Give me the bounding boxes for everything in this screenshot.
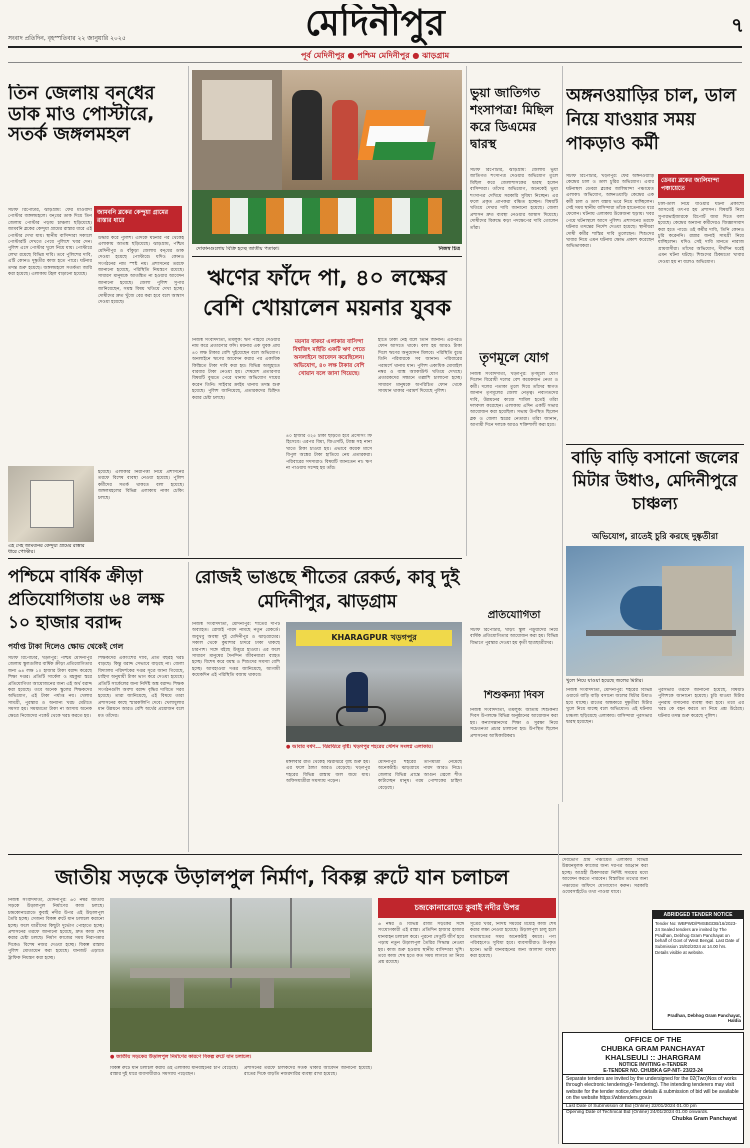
article-text-4: বিকল্প রুটে যান চলাচল করায় ওই এলাকায় যানবাহনের চাপ বেড়েছে। রাস্তার দুই ধারে ব্যবসায়ীরাও সমস্যায় পড়েছেন। <box>110 1066 238 1078</box>
column-divider <box>466 66 467 556</box>
column-divider <box>562 66 563 802</box>
notice-date-1: Last Date of Submission of Bid (Online) 22/01/2024 01.00 pm <box>563 1103 743 1109</box>
article-text-4: নিজস্ব সংবাদদাতা, তমলুক: জাতীয় শিশুকন্যা দিবস উপলক্ষে বিভিন্ন অনুষ্ঠানের আয়োজন করা হয়। কন্যাসন্তানদের শিক্ষা ও সুরক্ষা নিয়ে সচেতনতা প্রচার চালানো হয়। উপস্থিত ছিলেন প্রশাসনের আধিকারিকরা। <box>470 708 558 739</box>
article-text-3: সটাফ রিপোর্টার, খাঁড়া: স্কুল পড়ুয়াদের নিয়ে বার্ষিক প্রতিযোগিতার আয়োজন করা হয়। বিভিন্ন বিভাগে পুরস্কার দেওয়া হয় কৃতী ছাত্রছাত্রীদের। <box>470 628 558 646</box>
article-text: নিজস্ব সংবাদদাতা, মেদিনীপুর: ৬০ নম্বর জাতীয় সড়কে উড়ালপুল নির্মাণের কাজ চলছে। চন্দ্রকোনারোডে কুবাই নদীর উপর এই উড়ালপুল তৈরি হচ্ছে। সেজন্য বিকল্প রুটে যান চলাচল করানো হচ্ছে। ফলে যাত্রীদের কিছুটা দুর্ভোগ পোহাতে হচ্ছে। প্রশাসনের তরফে জানানো হয়েছে, দ্রুত কাজ শেষ করার চেষ্টা চলছে। নির্মাণ কাজের সময় নিরাপত্তার দিকেও বিশেষ নজর দেওয়া হচ্ছে। বিকল্প রাস্তায় পুলিশ মোতায়েন করা হয়েছে। যানজট এড়াতে ট্রাফিক নিয়ন্ত্রণ করা হচ্ছে। <box>8 898 104 961</box>
sub-headline-3: শিশুকন্যা দিবস <box>484 690 544 701</box>
article-water-meter <box>566 522 744 802</box>
kharagpur-rain-photo <box>286 622 462 742</box>
notice-line-5: E-TENDER NO. CHUBKA GP-NIT- 23/23-24 <box>563 1068 743 1075</box>
headline: ভুয়া জাতিগত শংসাপত্র! মিছিল করে ডিএমের দ্বারস্থ <box>470 85 554 151</box>
article-text-3: হয়েছে। এলাকার নিরাপত্তা নিয়ে প্রশাসনের তরফে বিশেষ ব্যবস্থা নেওয়া হয়েছে। পুলিশ কর্মীদের সতর্ক থাকতে বলা হয়েছে। জঙ্গলমহলের বিভিন্ন এলাকায় নাকা চেকিং চলছে। <box>98 470 184 501</box>
headline-2: বাড়ি বাড়ি বসানো জলের মিটার উধাও, মেদিনীপুরে চাঞ্চল্য <box>571 448 739 513</box>
photo-caption: খুলে নিয়ে যাওয়া হয়েছে জলের মিটার। <box>566 678 644 684</box>
photo-caption: এই সেই জামবনির কেন্দুয়া গ্রামের রাস্তার ধারে পোস্টার। <box>8 544 85 555</box>
divider <box>192 256 462 257</box>
article-text-2: চাল-ডাল নিয়ে যাওয়ার ঘটনা প্রকাশ্যে আসতেই তৎপর হয় প্রশাসন। বিষয়টি নিয়ে সুপারভাইজারকে রিপোর্ট জমা দিতে বলা হয়েছে। কেন্দ্রের অন্যান্য কর্মীদেরও জিজ্ঞাসাবাদ করা হতে পারে। ওই কর্মীর দাবি, তিনি কোনও চুরি করেননি। রান্নার জন্যই সামগ্রী নিয়ে যাচ্ছিলেন। যদিও সেই দাবি মানতে নারাজ গ্রামবাসীরা। তাঁদের অভিযোগ, দীর্ঘদিন ধরেই এমন ঘটনা ঘটছে। শিশুদের ঠিকমতো খাবার দেওয়া হয় না বলেও অভিযোগ। <box>658 202 744 265</box>
photo-caption: দোকানগুলোয় বিক্রি হচ্ছে জাতীয় পতাকা। <box>196 246 280 252</box>
station-sign: KHARAGPUR খড়গপুর <box>296 630 452 646</box>
location-box <box>658 174 744 198</box>
flag-shop-photo <box>192 70 462 244</box>
location-box-text: চন্দ্রকোনারোডে কুবাই নদীর উপর <box>414 903 520 912</box>
poster-photo <box>8 466 94 542</box>
photo-credit: নিজস্ব চিত্র <box>438 246 460 252</box>
sub-headline: পর্যাপ্ত টাকা দিলেও ক্ষোভ থেকেই গেল <box>8 642 124 651</box>
water-meter-photo <box>566 546 744 676</box>
article-flyover <box>8 858 556 1140</box>
article-text-2: শিক্ষকদের একাংশের দাবি, প্রতি বছরই খরচ বাড়ছে। কিন্তু বরাদ্দ সেভাবে বাড়ছে না। জেলা বিদ্যালয় পরিদর্শকের দপ্তর সূত্রে জানা গিয়েছে, চাহিদা অনুযায়ী টাকা ভাগ করে দেওয়া হয়েছে। প্রতিটি সার্কেলের জন্য নির্দিষ্ট অঙ্ক বরাদ্দ। শিক্ষক সংগঠনগুলি অবশ্য বরাদ্দ বৃদ্ধির দাবিতে সরব হয়েছে। তারা জানিয়েছে, এই বিষয়ে তারা প্রশাসনের কাছে স্মারকলিপি দেবে। খেলাধুলার মান উন্নয়নে আরও বেশি অর্থের প্রয়োজন বলে মত তাঁদের। <box>98 656 184 719</box>
divider <box>8 854 742 855</box>
article-text: সটাফ রিপোর্টার, ঝাড়গ্রাম: ফের মাওবাদী পোস্টার জঙ্গলমহলে। বন্‌ধের ডাক দিয়ে তিন জেলায় পোস্টার পড়ায় চাঞ্চল্য ছড়িয়েছে। জামবনি ব্লকের কেন্দুয়া গ্রামের রাস্তার ধারে এই পোস্টার দেখা যায়। স্থানীয় বাসিন্দারা সকালে পোস্টারটি দেখতে পেয়ে পুলিশে খবর দেন। পুলিশ এসে পোস্টার খুলে নিয়ে যায়। পোস্টারে লেখা রয়েছে বিভিন্ন দাবি। তবে পুলিশের দাবি, এটি কোনও দুষ্কৃতীর কাজ হতে পারে। ঘটনার তদন্ত শুরু হয়েছে। জঙ্গলমহলে সতর্কতা জারি করা হয়েছে। এলাকায় টহল বাড়ানো হয়েছে। <box>8 208 92 278</box>
article-anganwadi <box>566 66 744 522</box>
location-box-text: জামবনি ব্লকের কেন্দুয়া গ্রামের রাস্তার ধারে <box>97 209 169 224</box>
article-text: সটাফ রিপোর্টার, খড়্গপুর: পশ্চিম মেদিনীপুর জেলায় স্কুলগুলির বার্ষিক ক্রীড়া প্রতিযোগিতার জন্য ৬৪ লক্ষ ১০ হাজার টাকা বরাদ্দ করেছে শিক্ষা দপ্তর। প্রতিটি সার্কেল ও মহকুমা স্তরে প্রতিযোগিতা আয়োজনের জন্য এই অর্থ বরাদ্দ করা হয়েছে। তবে অনেক স্কুলের শিক্ষকদের অভিযোগ, এই টাকা পর্যাপ্ত নয়। খেলার সামগ্রী, পুরস্কার ও অন্যান্য খরচ মেটাতে সমস্যা হয়। সময়মতো টাকা না আসায় অনেক ক্ষেত্রে নিজেদের পকেট থেকে খরচ করতে হয়। <box>8 656 92 719</box>
pull-quote-text: ময়নার বাকচা এলাকার বাসিন্দা বিশ্বজিৎ মাইতি একটি ঋণ পেতে অনলাইনে আবেদন করেছিলেন। অভিযোগ, ৪০ লক্ষ টাকার বেশি খোয়ান বলে জানা গিয়েছে। <box>292 339 366 377</box>
divider <box>566 444 744 445</box>
article-text-2: নিজস্ব সংবাদদাতা, খড়্গপুর: তৃণমূলে যোগ দিলেন বিরোধী দলের বেশ কয়েকজন নেতা ও কর্মী। দলের পতাকা তুলে দিয়ে তাঁদের স্বাগত জানান তৃণমূলের জেলা নেতৃত্ব। নবাগতদের দাবি, উন্নয়নের কাজে শামিল হতেই তাঁরা দলবদল করেছেন। এলাকায় এদিন একটি সভার আয়োজন করা হয়েছিল। সভায় উপস্থিত ছিলেন ব্লক ও জেলা স্তরের নেতারা। তাঁরা জানান, আগামী দিনে দলকে আরও শক্তিশালী করা হবে। <box>470 372 558 429</box>
ad-text: দেবভোগ গ্রাম পঞ্চায়েত এলাকায় বিভিন্ন উন্নয়নমূলক কাজের জন্য দরপত্র আহ্বান করা হচ্ছে। আগ্রহী ঠিকাদাররা নির্দিষ্ট সময়ের মধ্যে আবেদন করতে পারবেন। বিস্তারিত তথ্যের জন্য পঞ্চায়েত অফিসে যোগাযোগ করুন। সরকারি ওয়েবসাইটেও তথ্য পাওয়া যাবে। <box>562 858 648 896</box>
article-text-3: হাতে টাকা নেই বলে তিনি জানান। এরপরও ফোন আসতে থাকে। বলা হয় আরও টাকা দিলে ঋণের অনুমোদন মিলবে। পরিস্থিতি বুঝে তিনি পরিবারকে সব জানান। পরিবারের পরামর্শে থানায় যান। পুলিশ একাধিক মোবাইল নম্বর ও ব্যাঙ্ক অ্যাকাউন্ট খতিয়ে দেখছে। প্রতারকদের সন্ধানে তল্লাশি চালানো হচ্ছে। সাধারণ মানুষকে অপরিচিত ফোন থেকে সাবধান থাকার পরামর্শ দিয়েছে পুলিশ। <box>378 338 462 395</box>
notice-text: Separate tenders are invited by the undersigned for the 02(Two)Nos of works through electronic tendering(e-Tendering). The intending tenderers may visit website for the tender notice,other details & submission of bid will be available on the website https://wbtenders.gov.in <box>566 1076 739 1102</box>
article-text-2: পুরসভার তরফে জানানো হয়েছে, বিষয়টি পুলিশকে জানানো হয়েছে। চুরি যাওয়া মিটার পুনরায় বসানোর ব্যবস্থা করা হবে। তবে এর খরচ কে বহন করবে তা নিয়ে প্রশ্ন উঠেছে। ঘটনার তদন্ত শুরু করেছে পুলিশ। <box>658 688 744 719</box>
sub-headline: অভিযোগ, রাতেই চুরি করছে দুষ্কৃতীরা <box>592 532 718 542</box>
headline: পশ্চিমে বার্ষিক ক্রীড়া প্রতিযোগিতায় ৬৪ লক্ষ ১০ হাজার বরাদ্দ <box>8 567 164 633</box>
headline: ঋণের ফাঁদে পা, ৪০ লক্ষের বেশি খোয়ালেন ময়নার যুবক <box>202 266 451 321</box>
sub-headline-2: প্রতিযোগিতা <box>487 610 541 621</box>
article-text-2: ৬ নম্বর ও বিভিন্ন রাজ্য সড়কের সঙ্গে সংযোগকারী এই রাস্তা। প্রতিদিন হাজার হাজার যানবাহন চলাচল করে। পুরনো সেতুটি জীর্ণ হয়ে পড়ায় নতুন উড়ালপুল তৈরির সিদ্ধান্ত নেওয়া হয়। কাজ শুরু হওয়ায় স্থানীয় বাসিন্দারা খুশি। তবে কাজ শেষ হতে কত সময় লাগবে তা নিয়ে প্রশ্ন রয়েছে। <box>378 922 464 966</box>
headline: রোজই ভাঙছে শীতের রেকর্ড, কাবু দুই মেদিনীপুর, ঝাড়গ্রাম <box>194 568 460 612</box>
article-text: নিজস্ব সংবাদদাতা, তমলুক: ঋণ পাইয়ে দেওয়ার নাম করে প্রতারণার ফাঁদ। ময়নার এক যুবক প্রায় ৪০ লক্ষ টাকার বেশি খুইয়েছেন বলে অভিযোগ। অনলাইনে ঋণের আবেদন করার পর একাধিক কিস্তিতে টাকা দাবি করা হয়। বিভিন্ন অজুহাতে বারবার টাকা নেওয়া হয়। শেষমেশ প্রতারণার বিষয়টি বুঝতে পেরে থানায় অভিযোগ দায়ের করেন তিনি। সাইবার ক্রাইম থানায় তদন্ত শুরু হয়েছে। পুলিশ জানিয়েছে, প্রতারকদের চিহ্নিত করার চেষ্টা চলছে। <box>192 338 280 401</box>
notice-debhog <box>652 910 744 1030</box>
location-box <box>94 206 182 232</box>
photo-caption: ● জাতীয় সড়কের উড়ালপুল নির্মাণের কারণে বিকল্প রুটে যান চলাচল। <box>110 1054 252 1060</box>
headline: জাতীয় সড়কে উড়ালপুল নির্মাণ, বিকল্প রুটে যান চলাচল <box>55 865 509 889</box>
notice-line-3: KHALSEULI :: JHARGRAM <box>605 1053 701 1062</box>
headline: অঙ্গনওয়াড়ির চাল, ডাল নিয়ে যাওয়ার সময় পাকড়াও কর্মী <box>566 86 736 154</box>
divider <box>8 558 462 559</box>
article-text-2: ৪০ হাজার ৩২৫ টাকা ছাড়তে হবে প্রসেসিং ফি হিসেবে। এরপর বিমা, জিএসটি, ট্যাক্স সহ নানা খাতে টাকা চাওয়া হয়। এভাবে কয়েক মাসে বিপুল অঙ্কের টাকা হাতিয়ে নেয় প্রতারকরা। পরিবারের সদস্যরাও বিষয়টি জানতেন না। ঋণ না পাওয়ায় সন্দেহ হয় তাঁর। <box>286 434 372 472</box>
notice-line-2: CHUBKA GRAM PANCHAYAT <box>601 1044 705 1053</box>
sub-headline: তৃণমূলে যোগ <box>479 352 549 366</box>
article-text: নিজস্ব সংবাদদাতা, মেদিনীপুর: শহরের বিভিন্ন ওয়ার্ডে বাড়ি বাড়ি বসানো জলের মিটার উধাও হয়ে যাচ্ছে। রাতের অন্ধকারে দুষ্কৃতীরা মিটার খুলে নিয়ে যাচ্ছে বলে অভিযোগ। এই ঘটনায় চাঞ্চল্য ছড়িয়েছে এলাকায়। বাসিন্দারা পুরসভার দ্বারস্থ হয়েছেন। <box>566 688 652 726</box>
location-box-text: ডেবরা ব্লকের জালিমান্দা পঞ্চায়েতে <box>661 177 720 192</box>
masthead-rule-2 <box>8 62 742 63</box>
article-text: সটাফ রিপোর্টার, খড়্গপুর: ফের অঙ্গনওয়াড়ি কেন্দ্রের চাল ও ডাল চুরির অভিযোগ। এবার ঘটনাস্থল ডেবরা ব্লকের জালিমান্দা পঞ্চায়েত এলাকা। অভিযোগ, অঙ্গনওয়াড়ি কেন্দ্রের এক কর্মী চাল ও ডাল বস্তায় ভরে নিয়ে যাচ্ছিলেন। সেই সময় স্থানীয় বাসিন্দারা তাঁকে হাতেনাতে ধরে ফেলেন। ঘটনায় এলাকায় উত্তেজনা ছড়ায়। খবর পেয়ে ঘটনাস্থলে আসে পুলিশ। প্রশাসনের তরফে ঘটনার তদন্তের নির্দেশ দেওয়া হয়েছে। স্থানীয়রা দোষী কর্মীর শাস্তির দাবি তুলেছেন। শিশুদের খাবার নিয়ে এমন ঘটনায় ক্ষোভ প্রকাশ করেছেন অভিভাবকরা। <box>566 174 654 250</box>
notice-chubka <box>562 1032 744 1144</box>
article-text-3: সূত্রের খবর, নির্দিষ্ট সময়ের মধ্যেই কাজ শেষ করার লক্ষ্য নেওয়া হয়েছে। উড়ালপুল চালু হলে যাতায়াতের সময় অনেকটাই কমবে। পণ্য পরিবহণেও সুবিধা হবে। ব্যবসায়ীরাও উপকৃত হবেন। ভারী যানবাহনের জন্য আলাদা ব্যবস্থা করা হয়েছে। <box>470 922 556 960</box>
article-fake-certificate <box>470 66 558 802</box>
notice-date-2: Opening Date of Technical Bid (Online) 24/01/2024 01.00 onwards. <box>563 1109 743 1115</box>
column-divider <box>558 804 559 1144</box>
article-cold-weather <box>192 562 462 852</box>
location-box <box>378 898 556 918</box>
article-text: সটাফ রিপোর্টার, ঝাড়গ্রাম: জেলায় ভুয়া জাতিগত শংসাপত্র দেওয়ার অভিযোগ তুলে মিছিল করে জেলাশাসকের দ্বারস্থ হলেন বাসিন্দারা। তাঁদের অভিযোগ, অনেকেই ভুয়া শংসাপত্র দেখিয়ে সরকারি সুবিধা নিচ্ছেন। এর ফলে প্রকৃত প্রাপকরা বঞ্চিত হচ্ছেন। বিষয়টি খতিয়ে দেখার দাবি জানানো হয়েছে। জেলা প্রশাসন দ্রুত ব্যবস্থা নেওয়ার আশ্বাস দিয়েছে। দোষীদের বিরুদ্ধে কড়া পদক্ষেপের দাবি তোলেন তাঁরা। <box>470 168 558 231</box>
article-loan-fraud <box>192 66 462 556</box>
column-divider <box>188 66 189 556</box>
article-text-2: উদ্ধার করে পুলিশ। এদিকে ঘটনার পর থেকেই এলাকায় আতঙ্ক ছড়িয়েছে। ঝাড়গ্রাম, পশ্চিম মেদিনীপুর ও বাঁকুড়া জেলায় বন্‌ধের ডাক দেওয়া হয়েছে পোস্টারে। যদিও কোনও সংগঠনের নাম স্পষ্ট নয়। প্রশাসনের তরফে জানানো হয়েছে, পরিস্থিতি নিয়ন্ত্রণে রয়েছে। সাধারণ মানুষকে আতঙ্কিত না হওয়ার আবেদন জানানো হয়েছে। জেলা পুলিশ সুপার জানিয়েছেন, সমস্ত বিষয় খতিয়ে দেখা হচ্ছে। দোষীদের দ্রুত খুঁজে বের করা হবে বলে আশ্বাস দেওয়া হয়েছে। <box>98 236 184 306</box>
notice-text: Tender No: WBPWD/PMSBGDB/16/2023-24 Sealed tenders are invited by The Pradhan, Debhog Gram Panchayat on behalf of Govt of West Bengal. Last Date of Submission 15/02/2024 at 14.00 hrs. Details visible at website. <box>655 921 740 955</box>
masthead-rule <box>8 46 742 48</box>
notice-title: ABRIDGED TENDER NOTICE <box>653 911 743 919</box>
notice-sign: Chubka Gram Panchayat <box>671 1115 737 1122</box>
photo-caption: ● আবার বর্ষণ... ঝিরঝিরে বৃষ্টি। খড়গপুর শহরের স্টেশন সংলগ্ন এলাকায়। <box>286 744 433 750</box>
headline: তিন জেলায় বন্‌ধের ডাক মাও পোস্টারে, সতর্ক জঙ্গলমহল <box>8 84 155 146</box>
article-text-5: প্রশাসনের তরফে চালকদের সতর্ক থাকার আবেদন জানানো হয়েছে। রাতের দিকে বাড়তি নজরদারির ব্যবস্থা রাখা হয়েছে। <box>244 1066 372 1078</box>
masthead <box>0 0 750 64</box>
article-maoist-poster <box>8 66 184 556</box>
flyover-photo <box>110 898 372 1052</box>
article-text-3: মেদিনীপুর শহরের তাপমাত্রা নেমেছে অনেকটাই। ঝাড়গ্রামে পারদ আরও নিচে। জেলার বিভিন্ন প্রান্তে আগুন জ্বেলে শীত কাটাচ্ছেন মানুষ। গরম পোশাকের চাহিদা বেড়েছে। <box>378 760 462 791</box>
notice-line-1: OFFICE OF THE <box>624 1035 682 1044</box>
notice-sign: Pradhan, Debhog Gram Panchayat, Haldia <box>667 1013 741 1023</box>
notice-line-4: NOTICE INVITING e-TENDER <box>618 1062 688 1068</box>
date-line: সংবাদ প্রতিদিন, বৃহস্পতিবার ২২ জানুয়ারি ২০২৫ <box>8 35 126 42</box>
column-divider <box>188 562 189 852</box>
article-sports-fund <box>8 562 184 852</box>
page-number: ৭ <box>730 14 744 37</box>
article-text-2: মঙ্গলবার রাত থেকেই ঝিরঝিরে বৃষ্টি শুরু হয়। এর ফলে ঠান্ডা আরও বেড়েছে। খড়্গপুর শহরের বিভিন্ন রাস্তায় জল জমে যায়। অফিসযাত্রীরা সমস্যায় পড়েন। <box>286 760 370 785</box>
masthead-title: মেদিনীপুর <box>305 4 445 44</box>
article-text: নিজস্ব সংবাদদাতা, মেদিনীপুর: শীতের দাপট অব্যাহত। রোজই পারদ নামছে নতুন রেকর্ডে। জবুথবু অবস্থা দুই মেদিনীপুর ও ঝাড়গ্রামের। সকাল থেকে কুয়াশার চাদরে ঢাকা থাকছে চারপাশ। সঙ্গে বইছে উত্তুরে হাওয়া। এর ফলে সাধারণ মানুষের দৈনন্দিন জীবনযাত্রা ব্যাহত হচ্ছে। বিশেষ করে বয়স্ক ও শিশুদের সমস্যা বেশি হচ্ছে। আবহাওয়া দপ্তর জানিয়েছে, আগামী কয়েকদিন এই পরিস্থিতি বজায় থাকবে। <box>192 622 280 679</box>
pull-quote <box>286 338 372 428</box>
masthead-sub: পূর্ব মেদিনীপুর ● পশ্চিম মেদিনীপুর ● ঝাড়গ্রাম <box>300 51 450 60</box>
